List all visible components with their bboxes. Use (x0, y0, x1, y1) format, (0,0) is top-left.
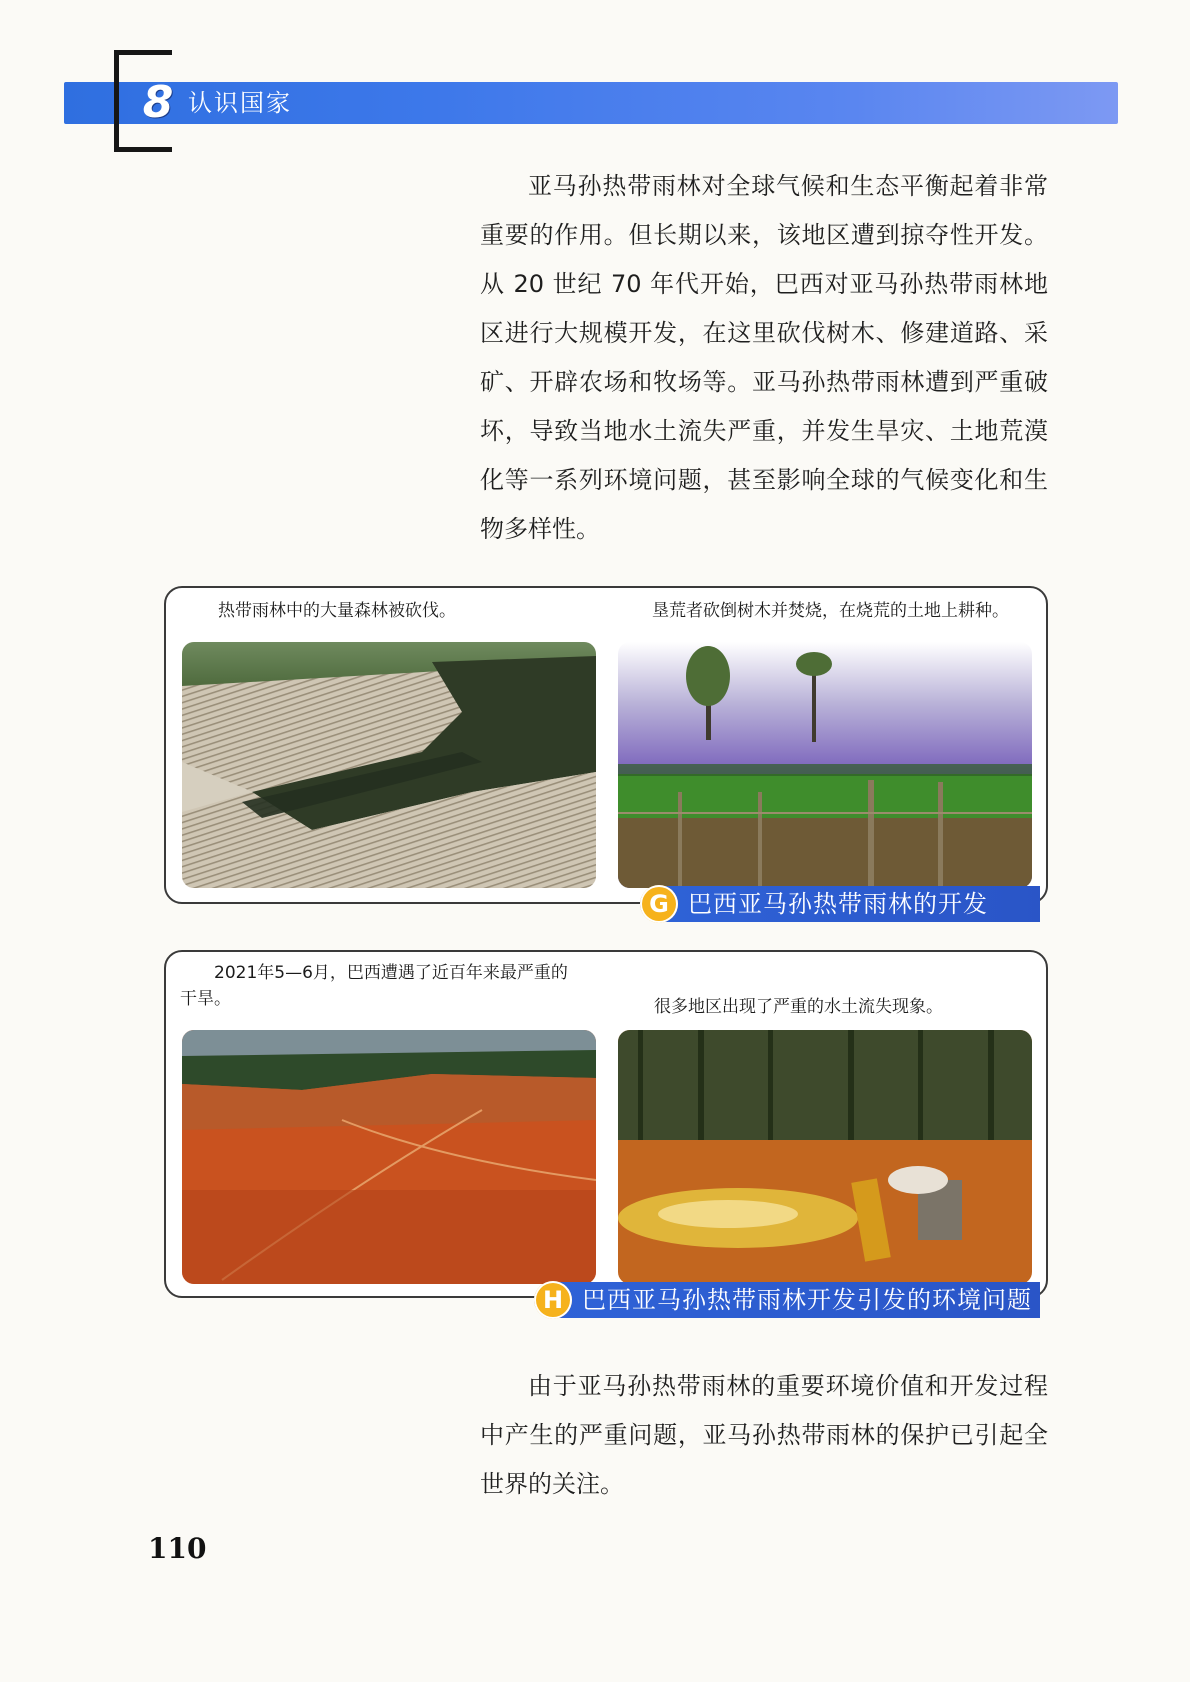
intro-paragraph: 亚马孙热带雨林对全球气候和生态平衡起着非常重要的作用。但长期以来，该地区遭到掠夺性开发。从 20 世纪 70 年代开始，巴西对亚马孙热带雨林地区进行大规模开发，在这里砍伐树木、修建道路、采矿、开辟农场和牧场等。亚马孙热带雨林遭到严重破坏，导致当地水土流失严重，并发生旱灾、土地荒漠化等一系列环境问题，甚至影响全球的气候变化和生物多样性。 (480, 172, 1048, 543)
chapter-title: 认识国家 (188, 89, 292, 117)
chapter-number: 8 (142, 77, 174, 128)
figure-h-caption-right: 很多地区出现了严重的水土流失现象。 (654, 997, 943, 1017)
deforested-land-photo (182, 642, 596, 888)
figure-h-letter: H (534, 1281, 572, 1319)
soil-erosion-photo (618, 1030, 1032, 1284)
burning-forest-photo (618, 642, 1032, 888)
figure-h-caption-left: 2021年5—6月，巴西遭遇了近百年来最严重的干旱。 (180, 963, 568, 1009)
closing-paragraph: 由于亚马孙热带雨林的重要环境价值和开发过程中产生的严重问题，亚马孙热带雨林的保护已引起全世界的关注。 (480, 1372, 1048, 1498)
page-number: 110 (148, 1532, 207, 1565)
figure-g-letter: G (640, 885, 678, 923)
drought-land-photo (182, 1030, 596, 1284)
figure-g-label (640, 886, 1040, 922)
figure-h-panel (164, 950, 1048, 1298)
figure-g-caption-left: 热带雨林中的大量森林被砍伐。 (218, 601, 456, 621)
figure-h-title: 巴西亚马孙热带雨林开发引发的环境问题 (582, 1286, 1032, 1314)
figure-h-label (534, 1282, 1040, 1318)
figure-g-title: 巴西亚马孙热带雨林的开发 (688, 890, 988, 918)
figure-g-panel (164, 586, 1048, 904)
figure-g-caption-right: 垦荒者砍倒树木并焚烧，在烧荒的土地上耕种。 (652, 601, 1009, 621)
